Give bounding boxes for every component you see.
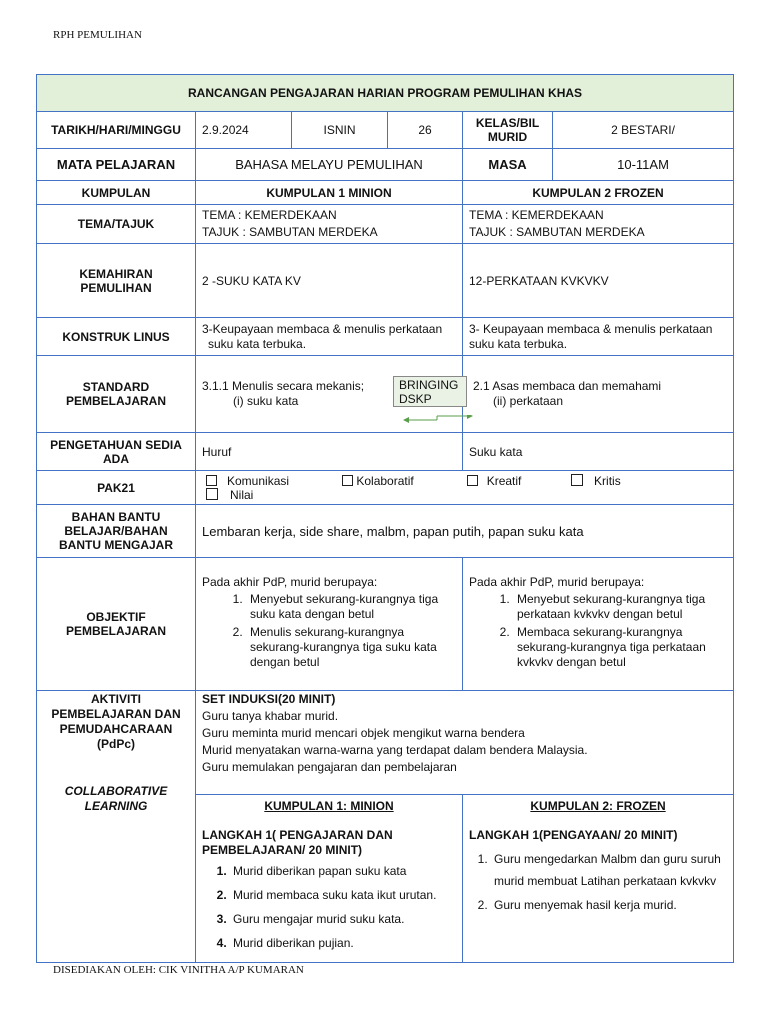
double-arrow-icon [403, 415, 475, 425]
date-value: 2.9.2024 [196, 112, 292, 149]
set-induction-line: Guru memulakan pengajaran dan pembelajaran [202, 760, 457, 774]
set-induction-line: Murid menyatakan warna-warna yang terdapat dalam bendera Malaysia. [202, 743, 588, 757]
group1-skill: 2 -SUKU KATA KV [196, 244, 463, 318]
group2-linus-line2: suku kata terbuka. [469, 336, 568, 351]
group-label: KUMPULAN [37, 181, 196, 205]
group2-standard-line1: 2.1 Asas membaca dan memahami [473, 379, 662, 393]
group1-theme: TEMA : KEMERDEKAAN [202, 208, 337, 222]
group1-name: KUMPULAN 1 MINION [196, 181, 463, 205]
group2-activity-item: 2. Guru menyemak hasil kerja murid. [491, 894, 727, 916]
subject-value: BAHASA MELAYU PEMULIHAN [196, 149, 463, 181]
time-label: MASA [463, 149, 553, 181]
group2-activity-step: LANGKAH 1(PENGAYAAN/ 20 MINIT) [469, 828, 678, 842]
prior-knowledge-label: PENGETAHUAN SEDIA ADA [37, 433, 196, 471]
page-header: RPH PEMULIHAN [53, 29, 142, 41]
group2-objective-item: 1. Menyebut sekurang-kurangnya tiga perkataan kvkvkv dengan betul [513, 592, 727, 622]
group1-topic: TAJUK : SAMBUTAN MERDEKA [202, 225, 378, 239]
theme-label: TEMA/TAJUK [37, 205, 196, 244]
lesson-plan-table [36, 74, 734, 963]
time-value: 10-11AM [553, 149, 734, 181]
linus-label: KONSTRUK LINUS [37, 318, 196, 356]
group1-activity-head: KUMPULAN 1: MINION [264, 799, 394, 813]
group1-standard-line2: (i) suku kata [233, 394, 299, 408]
day-value: ISNIN [292, 112, 388, 149]
materials-value: Lembaran kerja, side share, malbm, papan putih, papan suku kata [196, 505, 734, 558]
group2-topic: TAJUK : SAMBUTAN MERDEKA [469, 225, 645, 239]
materials-label: BAHAN BANTU BELAJAR/BAHAN BANTU MENGAJAR [37, 505, 196, 558]
group1-objective-intro: Pada akhir PdP, murid berupaya: [202, 575, 378, 589]
checkbox-icon [206, 475, 217, 486]
pak21-option-kreatif[interactable]: Kreatif [467, 474, 568, 488]
group1-activity-step: LANGKAH 1( PENGAJARAN DAN PEMBELAJARAN/ 20 MINIT) [202, 828, 393, 857]
group2-theme: TEMA : KEMERDEKAAN [469, 208, 604, 222]
week-value: 26 [388, 112, 463, 149]
group1-objective-item: 1. Menyebut sekurang-kurangnya tiga suku kata dengan betul [246, 592, 456, 622]
set-induction-title: SET INDUKSI(20 MINIT) [202, 692, 336, 706]
set-induction-line: Guru meminta murid mencari objek mengikut warna bendera [202, 726, 525, 740]
group2-name: KUMPULAN 2 FROZEN [463, 181, 734, 205]
page-footer: DISEDIAKAN OLEH: CIK VINITHA A/P KUMARAN [53, 964, 304, 976]
group2-activity-item: 1. Guru mengedarkan Malbm dan guru suruh murid membuat Latihan perkataan kvkvkv [491, 848, 727, 892]
objective-label: OBJEKTIF PEMBELAJARAN [37, 558, 196, 691]
group2-standard-line2: (ii) perkataan [493, 394, 564, 408]
group1-standard-line1: 3.1.1 Menulis secara mekanis; [202, 379, 365, 393]
class-label: KELAS/BIL MURID [463, 112, 553, 149]
skill-label: KEMAHIRAN PEMULIHAN [37, 244, 196, 318]
group1-activity-item: Murid diberikan papan suku kata [233, 864, 407, 878]
group1-objective-item: 2. Menulis sekurang-kurangnya sekurang-kurangnya tiga suku kata dengan betul [246, 625, 456, 670]
set-induction-line: Guru tanya khabar murid. [202, 709, 339, 723]
date-label: TARIKH/HARI/MINGGU [37, 112, 196, 149]
document-title: RANCANGAN PENGAJARAN HARIAN PROGRAM PEMULIHAN KHAS [37, 75, 734, 112]
group1-prior-knowledge: Huruf [196, 433, 463, 471]
group2-objective-intro: Pada akhir PdP, murid berupaya: [469, 575, 645, 589]
checkbox-icon [342, 475, 353, 486]
group1-activity-item: Guru mengajar murid suku kata. [233, 912, 405, 926]
bringing-dskp-note: BRINGING DSKP [393, 376, 467, 407]
group1-activity-item: Murid diberikan pujian. [233, 936, 354, 950]
pak21-option-kolaboratif[interactable]: Kolaboratif [342, 474, 463, 488]
class-value: 2 BESTARI/ [553, 112, 734, 149]
group2-activity-head: KUMPULAN 2: FROZEN [530, 799, 666, 813]
standard-label: STANDARD PEMBELAJARAN [37, 356, 196, 433]
collaborative-learning-label: COLLABORATIVE LEARNING [64, 784, 168, 813]
checkbox-icon [571, 474, 583, 486]
activity-label: AKTIVITI PEMBELAJARAN DAN PEMUDAHCARAAN (PdPc) [51, 692, 181, 751]
pak21-option-komunikasi[interactable]: Komunikasi [206, 474, 339, 488]
pak21-label: PAK21 [37, 471, 196, 505]
pak21-option-kritis[interactable]: Kritis [571, 474, 667, 488]
group1-activity-item: Murid membaca suku kata ikut urutan. [233, 888, 437, 902]
checkbox-icon [206, 488, 218, 500]
pak21-option-nilai[interactable]: Nilai [206, 488, 266, 502]
group2-prior-knowledge: Suku kata [463, 433, 734, 471]
group2-linus-line1: 3- Keupayaan membaca & menulis perkataan [469, 321, 713, 336]
group1-linus-line2: suku kata terbuka. [208, 336, 307, 351]
group2-objective-item: 2. Membaca sekurang-kurangnya sekurang-kurangnya tiga perkataan kvkvkv dengan betul [513, 625, 727, 670]
checkbox-icon [467, 475, 478, 486]
subject-label: MATA PELAJARAN [37, 149, 196, 181]
group2-skill: 12-PERKATAAN KVKVKV [463, 244, 734, 318]
group1-linus-line1: 3-Keupayaan membaca & menulis perkataan [202, 321, 443, 336]
